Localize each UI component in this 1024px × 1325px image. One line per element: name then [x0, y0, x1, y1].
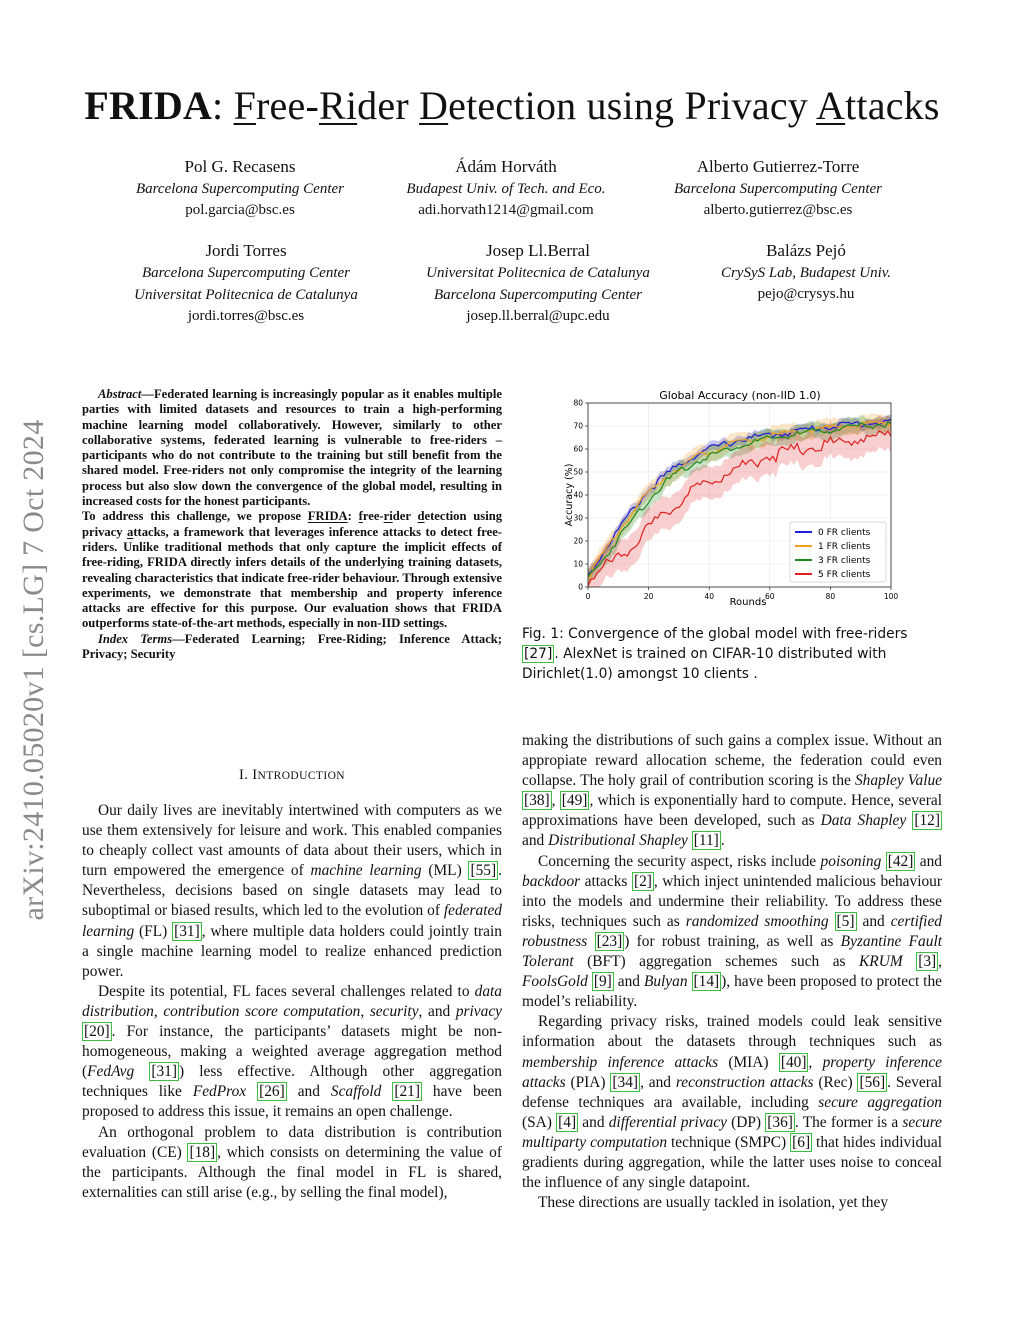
citation-link[interactable]: [31]	[151, 1063, 177, 1081]
citation-link[interactable]: [26]	[259, 1083, 285, 1101]
citation-link[interactable]: [49]	[561, 792, 588, 810]
chart-title: Global Accuracy (non-IID 1.0)	[659, 389, 821, 402]
y-tick-label: 80	[573, 398, 583, 408]
paragraph: These directions are usually tackled in isolation, yet they	[538, 1194, 889, 1212]
citation-link[interactable]: [27]	[524, 646, 553, 662]
paragraph: Despite its potential, FL faces several challenges related to data distribution, contribution score computation, security, and privacy [20] . For instance, the participants’ datasets might be non-homogeneous, making a weighted average aggregation method (FedAvg [31] ) less effective. Although other aggregation techniques like FedProx [26] and Scaffold [21] have been proposed to address this issue, it remains an open challenge.	[82, 982, 502, 1121]
citation-link[interactable]: [40]	[780, 1053, 807, 1071]
x-tick-label: 20	[643, 592, 654, 601]
y-tick-label: 30	[573, 513, 583, 523]
citation-link[interactable]: [9]	[593, 973, 612, 991]
accuracy-chart	[552, 384, 902, 612]
author-block: Pol G. Recasens Barcelona Supercomputing Center pol.garcia@bsc.es	[135, 157, 344, 218]
x-axis-label: Rounds	[729, 597, 767, 608]
citation-link[interactable]: [56]	[859, 1073, 886, 1091]
x-tick-label: 100	[883, 592, 899, 601]
paragraph: Our daily lives are inevitably intertwined with computers as we use them extensively for leisure and work. This enabled companies to cheaply collect vast amounts of data about their users, which in turn empowered the emergence of machine learning (ML) [55] . Nevertheless, decisions based on single datasets may lead to suboptimal or biased results, which led to the evolution of federated learning (FL) [31] , where multiple data holders could jointly train a single machine learning model to realize enhanced prediction power.	[82, 802, 502, 980]
citation-link[interactable]: [11]	[693, 832, 719, 850]
citation-link[interactable]: [5]	[836, 912, 855, 930]
legend-label: 1 FR clients	[818, 542, 871, 552]
figure-caption: Fig. 1: Convergence of the global model with free-riders [27] . AlexNet is trained on CIFAR-10 distributed with Dirichlet(1.0) amongst 10 clients .	[522, 626, 908, 682]
x-tick-label: 40	[704, 592, 714, 601]
citation-link[interactable]: [6]	[792, 1133, 811, 1151]
author-block: Josep Ll.Berral Universitat Politecnica de Catalunya Barcelona Supercomputing Center josep.ll.berral@upc.edu	[426, 241, 650, 324]
paper-title: FRIDA: Free-Rider Detection using Privacy Attacks	[84, 83, 940, 128]
arxiv-identifier: arXiv:2410.05020v1 [cs.LG] 7 Oct 2024	[17, 419, 50, 921]
citation-link[interactable]: [4]	[558, 1113, 577, 1131]
citation-link[interactable]: [55]	[470, 862, 497, 880]
y-tick-label: 70	[573, 421, 583, 431]
y-tick-label: 0	[578, 582, 583, 592]
y-tick-label: 20	[573, 536, 583, 546]
x-tick-label: 80	[825, 592, 836, 601]
citation-link[interactable]: [38]	[524, 792, 550, 810]
abstract: Abstract—Federated learning is increasingly popular as it enables multiple parties with limited datasets and resources to train a high-performing machine learning model collaboratively. However, similarly to other collaborative systems, federated learning is vulnerable to free-riders – participants who do not contribute to the training but still benefit from the shared model. Free-riders not only compromise the integrity of the learning process but also slow down the convergence of the global model, resulting in increased costs for the honest participants. To address this challenge, we propose FRIDA: free-rider detection using privacy attacks, a framework that leverages inference attacks to detect free-riders. Unlike traditional methods that only capture the implicit effects of free-riding, FRIDA directly infers details of the underlying training datasets, revealing characteristics that indicate free-rider behaviour. Through extensive experiments, we demonstrate that membership and property inference attacks are effective for this purpose. Our evaluation shows that FRIDA outperforms state-of-the-art methods, especially in non-IID settings. Index Terms—Federated Learning; Free-Riding; Inference Attack; Privacy; Security	[82, 387, 502, 662]
legend-label: 5 FR clients	[818, 570, 871, 580]
citation-link[interactable]: [2]	[633, 872, 652, 890]
citation-link[interactable]: [20]	[84, 1023, 110, 1041]
section-heading: I. INTRODUCTION	[239, 767, 345, 783]
citation-link[interactable]: [14]	[693, 973, 720, 991]
paragraph: making the distributions of such gains a complex issue. Without an appropiate reward allocation scheme, the federation could even collapse. The holy grail of contribution scoring is the Shapley Value [38] , [49] , which is exponentially hard to compute. Hence, several approximations have been developed, such as Data Shapley [12] and Distributional Shapley [11] .	[522, 732, 942, 850]
author-block: Jordi Torres Barcelona Supercomputing Center Universitat Politecnica de Catalunya jordi.torres@bsc.es	[134, 241, 358, 324]
paragraph: An orthogonal problem to data distribution is contribution evaluation (CE) [18] , which consists on determining the value of the participants. Although the final model in FL is shared, externalities can still arise (e.g., by selling the final model),	[82, 1123, 502, 1201]
y-tick-label: 50	[573, 467, 583, 477]
citation-link[interactable]: [34]	[612, 1073, 639, 1091]
citation-link[interactable]: [42]	[887, 852, 914, 870]
author-block: Balázs Pejó CrySyS Lab, Budapest Univ. pejo@crysys.hu	[720, 241, 892, 302]
legend-label: 3 FR clients	[818, 556, 871, 566]
paragraph: Concerning the security aspect, risks include poisoning [42] and backdoor attacks [2] , which inject unintended malicious behaviour into the models and undermine their reliability. To address these risks, techniques such as randomized smoothing [5] and certified robustness [23] ) for robust training, as well as Byzantine Fault Tolerant (BFT) aggregation schemes such as KRUM [3] , FoolsGold [9] and Bulyan [14] ), have been proposed to protect the model’s reliability.	[522, 852, 942, 1011]
y-tick-label: 10	[573, 559, 583, 569]
right-column	[522, 731, 942, 1213]
author-block: Ádám Horváth Budapest Univ. of Tech. and Eco. adi.horvath1214@gmail.com	[406, 157, 606, 218]
y-tick-label: 40	[573, 490, 583, 500]
citation-link[interactable]: [23]	[596, 932, 623, 950]
citation-link[interactable]: [3]	[918, 953, 937, 971]
citation-link[interactable]: [12]	[914, 812, 940, 830]
x-tick-label: 60	[765, 592, 775, 601]
y-tick-label: 60	[573, 444, 583, 454]
left-column	[82, 801, 502, 1203]
citation-link[interactable]: [31]	[174, 922, 200, 940]
y-axis-label: Accuracy (%)	[564, 463, 575, 527]
author-block: Alberto Gutierrez-Torre Barcelona Supercomputing Center alberto.gutierrez@bsc.es	[673, 157, 882, 218]
legend-label: 0 FR clients	[818, 528, 871, 538]
x-tick-label: 0	[585, 592, 591, 601]
citation-link[interactable]: [18]	[189, 1143, 216, 1161]
citation-link[interactable]: [21]	[394, 1083, 420, 1101]
paragraph: Regarding privacy risks, trained models could leak sensitive information about the datasets through techniques such as membership inference attacks (MIA) [40] , property inference attacks (PIA) [34] , and reconstruction attacks (Rec) [56] . Several defense techniques ara available, including secure aggregation (SA) [4] and differential privacy (DP) [36] . The former is a secure multiparty computation technique (SMPC) [6] that hides individual gradients during aggregation, while the latter uses noise to conceal the influence of any single datapoint.	[522, 1013, 943, 1192]
arxiv-sidebar	[14, 370, 54, 970]
citation-link[interactable]: [36]	[767, 1113, 793, 1131]
